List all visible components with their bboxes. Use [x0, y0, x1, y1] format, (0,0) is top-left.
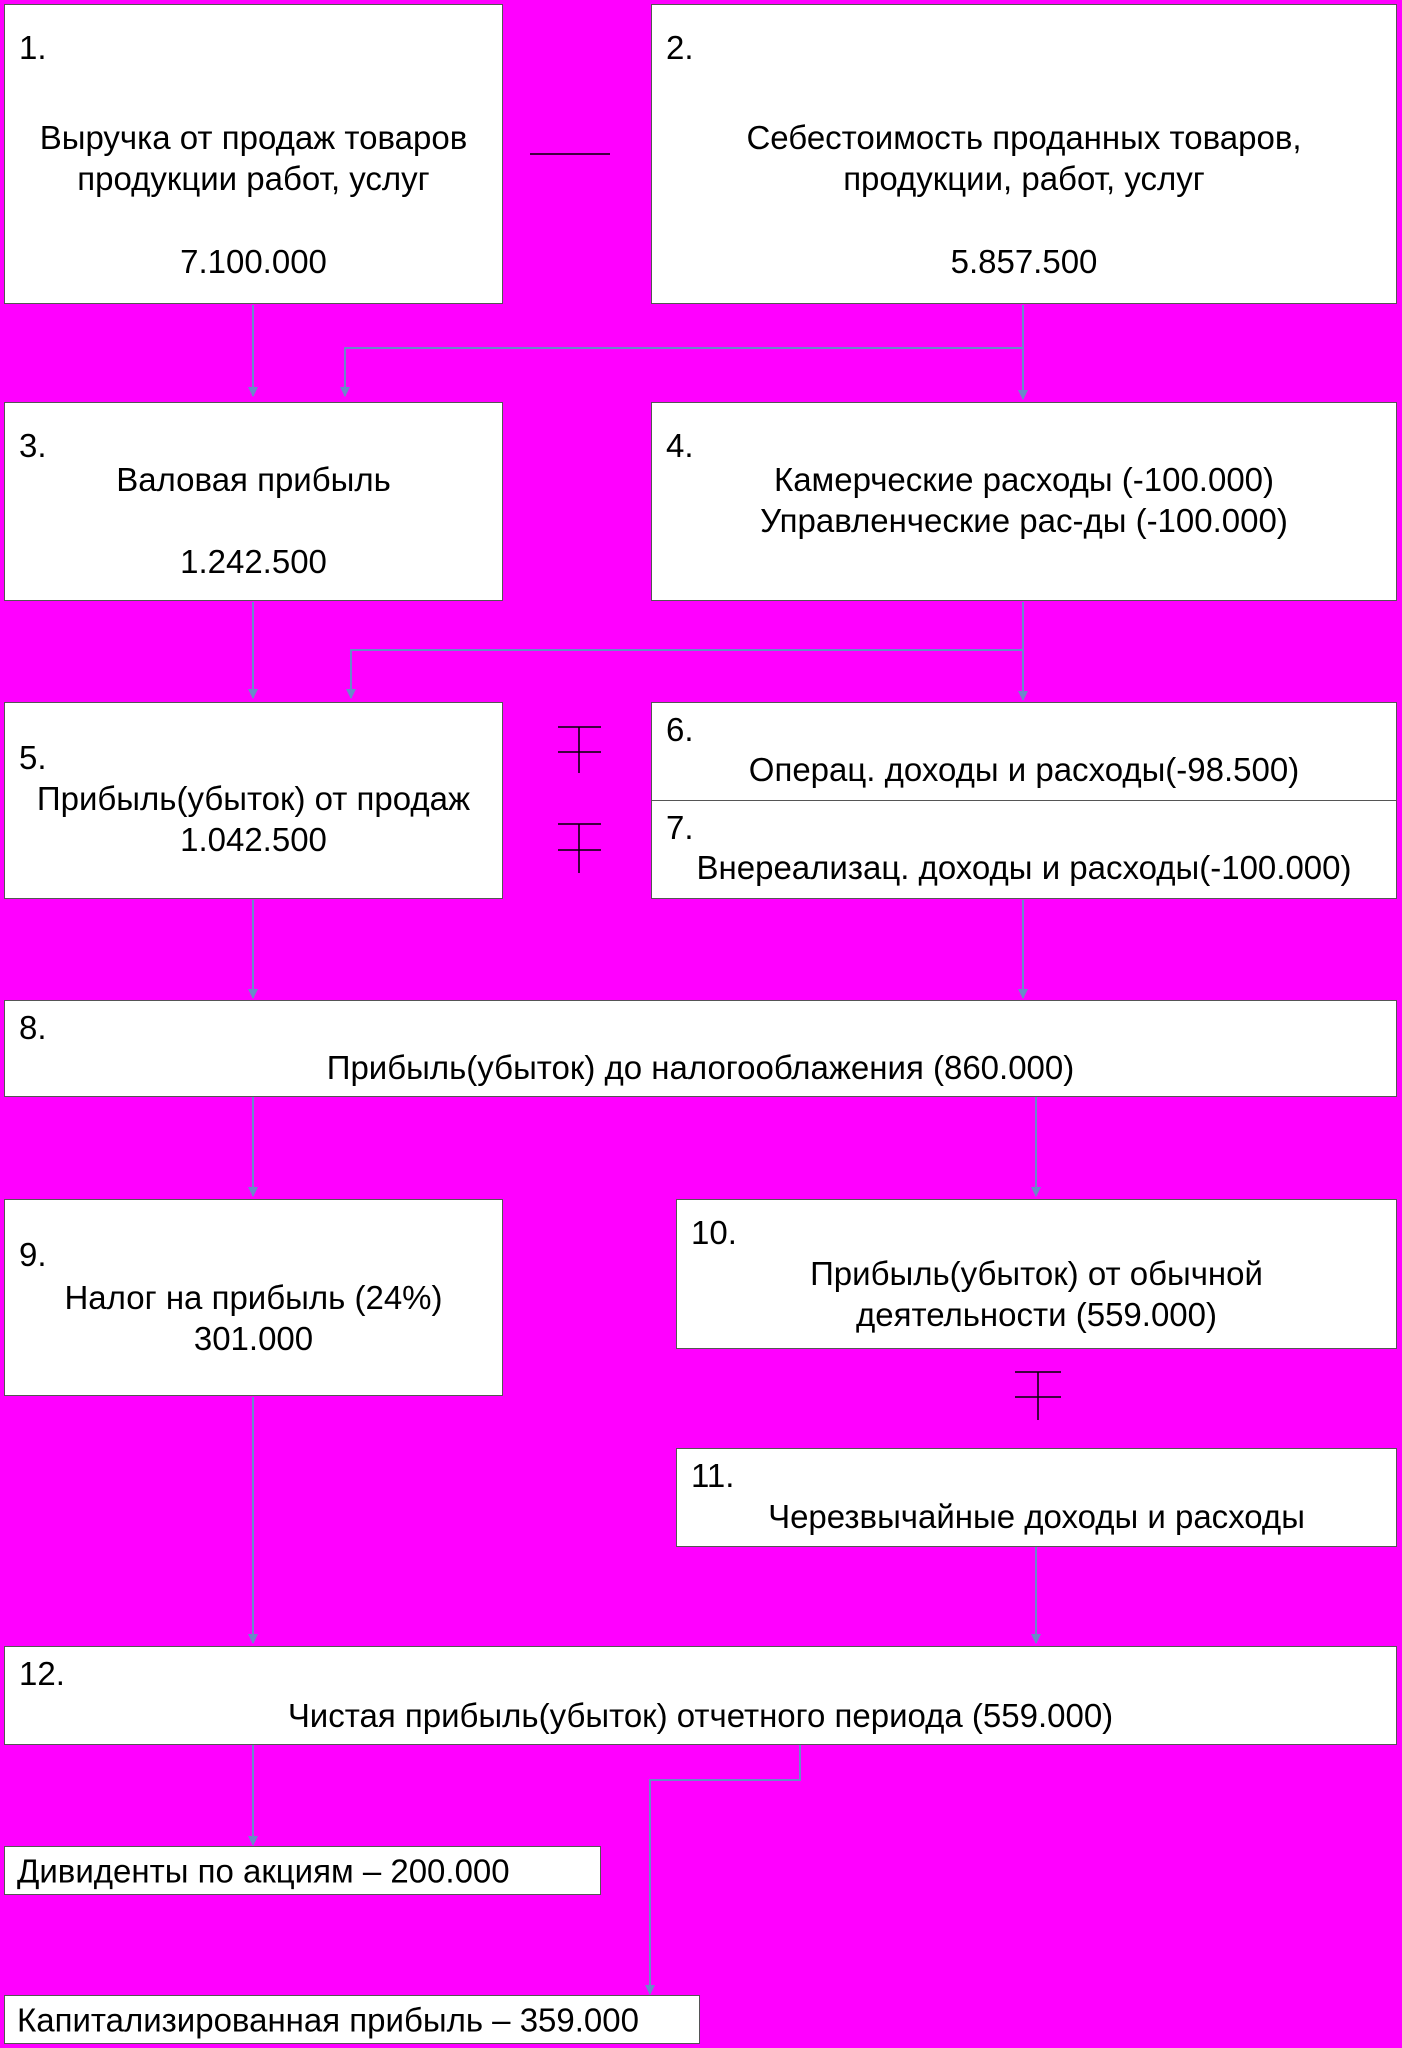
- box-number: 7.: [666, 809, 694, 846]
- plus-minus-sign-5-6: [558, 727, 601, 773]
- box-label: деятельности (559.000): [856, 1296, 1217, 1333]
- box-number: 12.: [19, 1655, 65, 1692]
- box-value: 301.000: [193, 1320, 314, 1357]
- box-extraordinary-income-expenses: [676, 1448, 1397, 1547]
- box-number: 2.: [666, 29, 694, 66]
- box-sales-profit: [4, 702, 503, 899]
- box-label: Налог на прибыль (24%): [64, 1279, 443, 1316]
- box-label: Чистая прибыль(убыток) отчетного периода (559.000): [287, 1697, 1114, 1734]
- arrow-4-to-5: [351, 602, 1023, 698]
- box-label: продукции, работ, услуг: [843, 160, 1205, 197]
- box-number: 8.: [19, 1009, 47, 1046]
- box-number: 10.: [691, 1214, 737, 1251]
- box-number: 5.: [19, 739, 47, 776]
- box-value: 1.042.500: [180, 821, 327, 858]
- arrow-12-to-14: [650, 1745, 800, 1994]
- box-income-tax: [4, 1199, 503, 1396]
- box-label: Прибыль(убыток) от обычной: [810, 1255, 1263, 1292]
- box-net-profit: [4, 1646, 1397, 1745]
- box-label: Камерческие расходы (-100.000): [773, 461, 1275, 498]
- box-cost-of-sales: [651, 4, 1397, 304]
- plus-minus-sign-10-11: [1015, 1372, 1061, 1420]
- box-capitalized-profit: [4, 1995, 700, 2044]
- box-number: 1.: [19, 29, 47, 66]
- box-revenue: [4, 4, 503, 304]
- box-ordinary-activity-profit: [676, 1199, 1397, 1349]
- box-label: Дивиденты по акциям – 200.000: [17, 1852, 510, 1889]
- box-gross-profit: [4, 402, 503, 601]
- box-label: Управленческие рас-ды (-100.000): [760, 502, 1288, 539]
- box-label: Черезвычайные доходы и расходы: [768, 1498, 1305, 1535]
- box-label: Себестоимость проданных товаров,: [746, 119, 1302, 156]
- box-pretax-profit: [4, 1000, 1397, 1097]
- box-label: продукции работ, услуг: [77, 160, 430, 197]
- box-number: 3.: [19, 427, 47, 464]
- box-value: 7.100.000: [180, 243, 327, 280]
- box-number: 11.: [691, 1457, 735, 1494]
- box-number: 4.: [666, 427, 694, 464]
- box-value: 1.242.500: [180, 543, 327, 580]
- box-label: Внереализац. доходы и расходы(-100.000): [696, 849, 1352, 886]
- box-number: 9.: [19, 1236, 47, 1273]
- box-selling-admin-expenses: [651, 402, 1397, 601]
- box-label: Валовая прибыль: [116, 461, 391, 498]
- box-label: Выручка от продаж товаров: [39, 119, 468, 156]
- arrow-2-to-3: [345, 305, 1023, 396]
- box-label: Операц. доходы и расходы(-98.500): [748, 751, 1300, 788]
- box-dividends: [4, 1846, 601, 1895]
- box-number: 6.: [666, 711, 694, 748]
- box-label: Капитализированная прибыль – 359.000: [17, 2001, 639, 2038]
- box-value: 5.857.500: [950, 243, 1098, 280]
- plus-minus-sign-5-7: [558, 824, 601, 873]
- box-operating-income-expenses: [651, 702, 1397, 801]
- box-non-operating-income-expenses: [651, 800, 1397, 899]
- box-label: Прибыль(убыток) от продаж: [36, 780, 471, 817]
- box-label: Прибыль(убыток) до налогооблажения (860.000): [326, 1049, 1075, 1086]
